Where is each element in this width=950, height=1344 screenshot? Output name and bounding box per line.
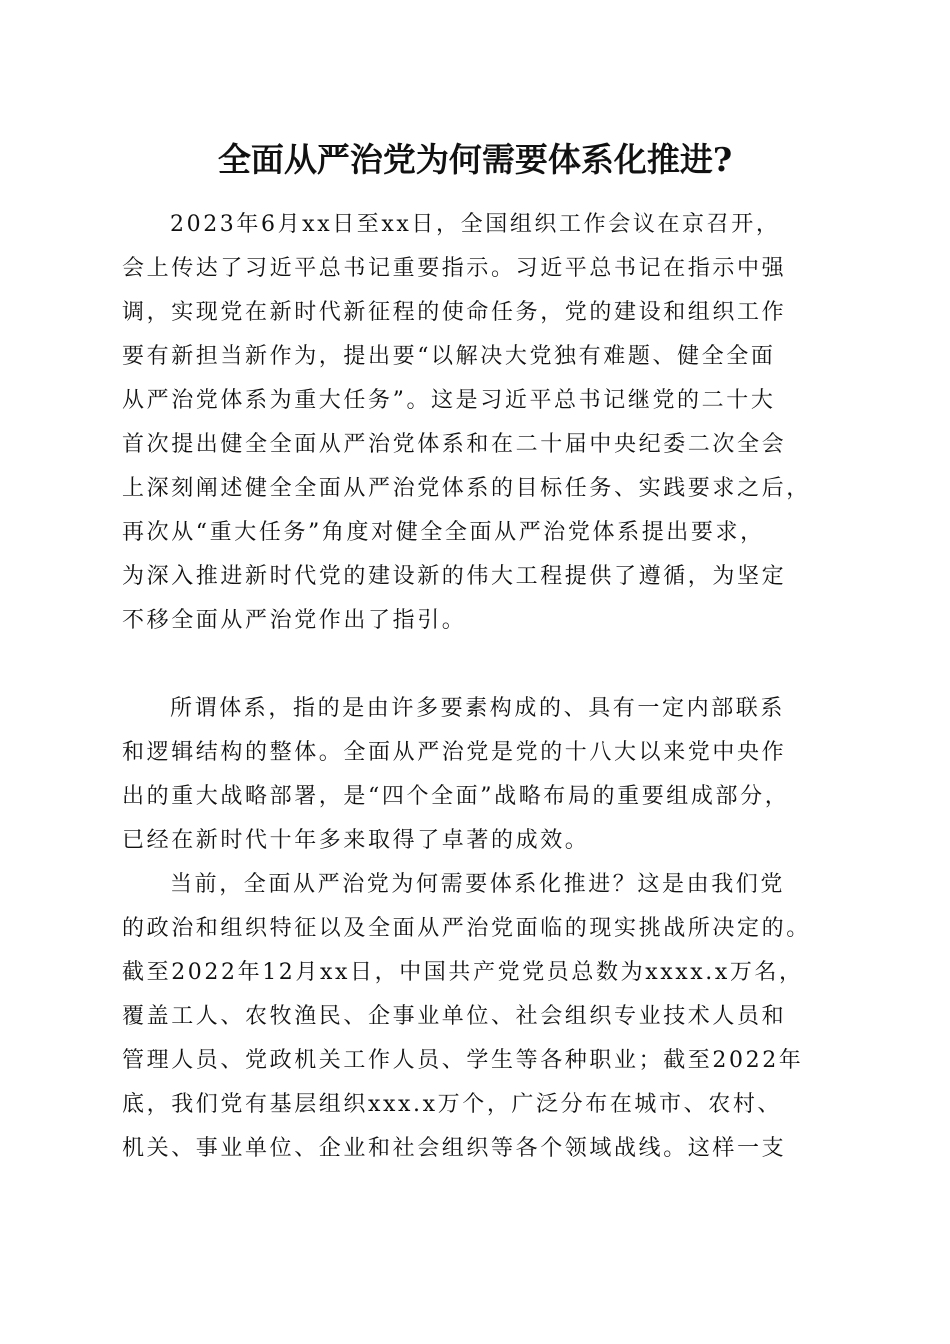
paragraph-1-line-1: 2023年6月xx日至xx日，全国组织工作会议在京召开， [170,212,781,237]
paragraph-2-line-2: 和逻辑结构的整体。全面从严治党是党的十八大以来党中央作 [122,740,787,765]
paragraph-1-line-6: 首次提出健全全面从严治党体系和在二十届中央纪委二次全会 [122,432,787,457]
paragraph-3-line-1: 当前，全面从严治党为何需要体系化推进？这是由我们党 [170,872,786,897]
paragraph-3-line-6: 底，我们党有基层组织xxx.x万个，广泛分布在城市、农村、 [122,1092,783,1117]
paragraph-2-line-4: 已经在新时代十年多来取得了卓著的成效。 [122,828,590,853]
paragraph-1-line-8: 再次从“重大任务”角度对健全全面从严治党体系提出要求， [122,520,765,545]
paragraph-1-line-5: 从严治党体系为重大任务”。这是习近平总书记继党的二十大 [122,388,776,413]
paragraph-3-line-7: 机关、事业单位、企业和社会组织等各个领域战线。这样一支 [122,1136,787,1161]
paragraph-1-line-4: 要有新担当新作为，提出要“以解决大党独有难题、健全全面 [122,344,776,369]
paragraph-1-line-10: 不移全面从严治党作出了指引。 [122,608,467,633]
paragraph-1-line-9: 为深入推进新时代党的建设新的伟大工程提供了遵循，为坚定 [122,564,787,589]
paragraph-1-line-3: 调，实现党在新时代新征程的使命任务，党的建设和组织工作 [122,300,787,325]
paragraph-1-line-7: 上深刻阐述健全全面从严治党体系的目标任务、实践要求之后， [122,476,811,501]
paragraph-3-line-3: 截至2022年12月xx日，中国共产党党员总数为xxxx.x万名， [122,960,804,985]
paragraph-2-line-3: 出的重大战略部署，是“四个全面”战略布局的重要组成部分， [122,784,790,809]
paragraph-1-line-2: 会上传达了习近平总书记重要指示。习近平总书记在指示中强 [122,256,787,281]
paragraph-3-line-4: 覆盖工人、农牧渔民、企事业单位、社会组织专业技术人员和 [122,1004,787,1029]
paragraph-3-line-5: 管理人员、党政机关工作人员、学生等各种职业；截至2022年 [122,1048,804,1073]
paragraph-2-line-1: 所谓体系，指的是由许多要素构成的、具有一定内部联系 [170,696,786,721]
paragraph-3-line-2: 的政治和组织特征以及全面从严治党面临的现实挑战所决定的。 [122,916,811,941]
page-title: 全面从严治党为何需要体系化推进? [217,140,733,179]
